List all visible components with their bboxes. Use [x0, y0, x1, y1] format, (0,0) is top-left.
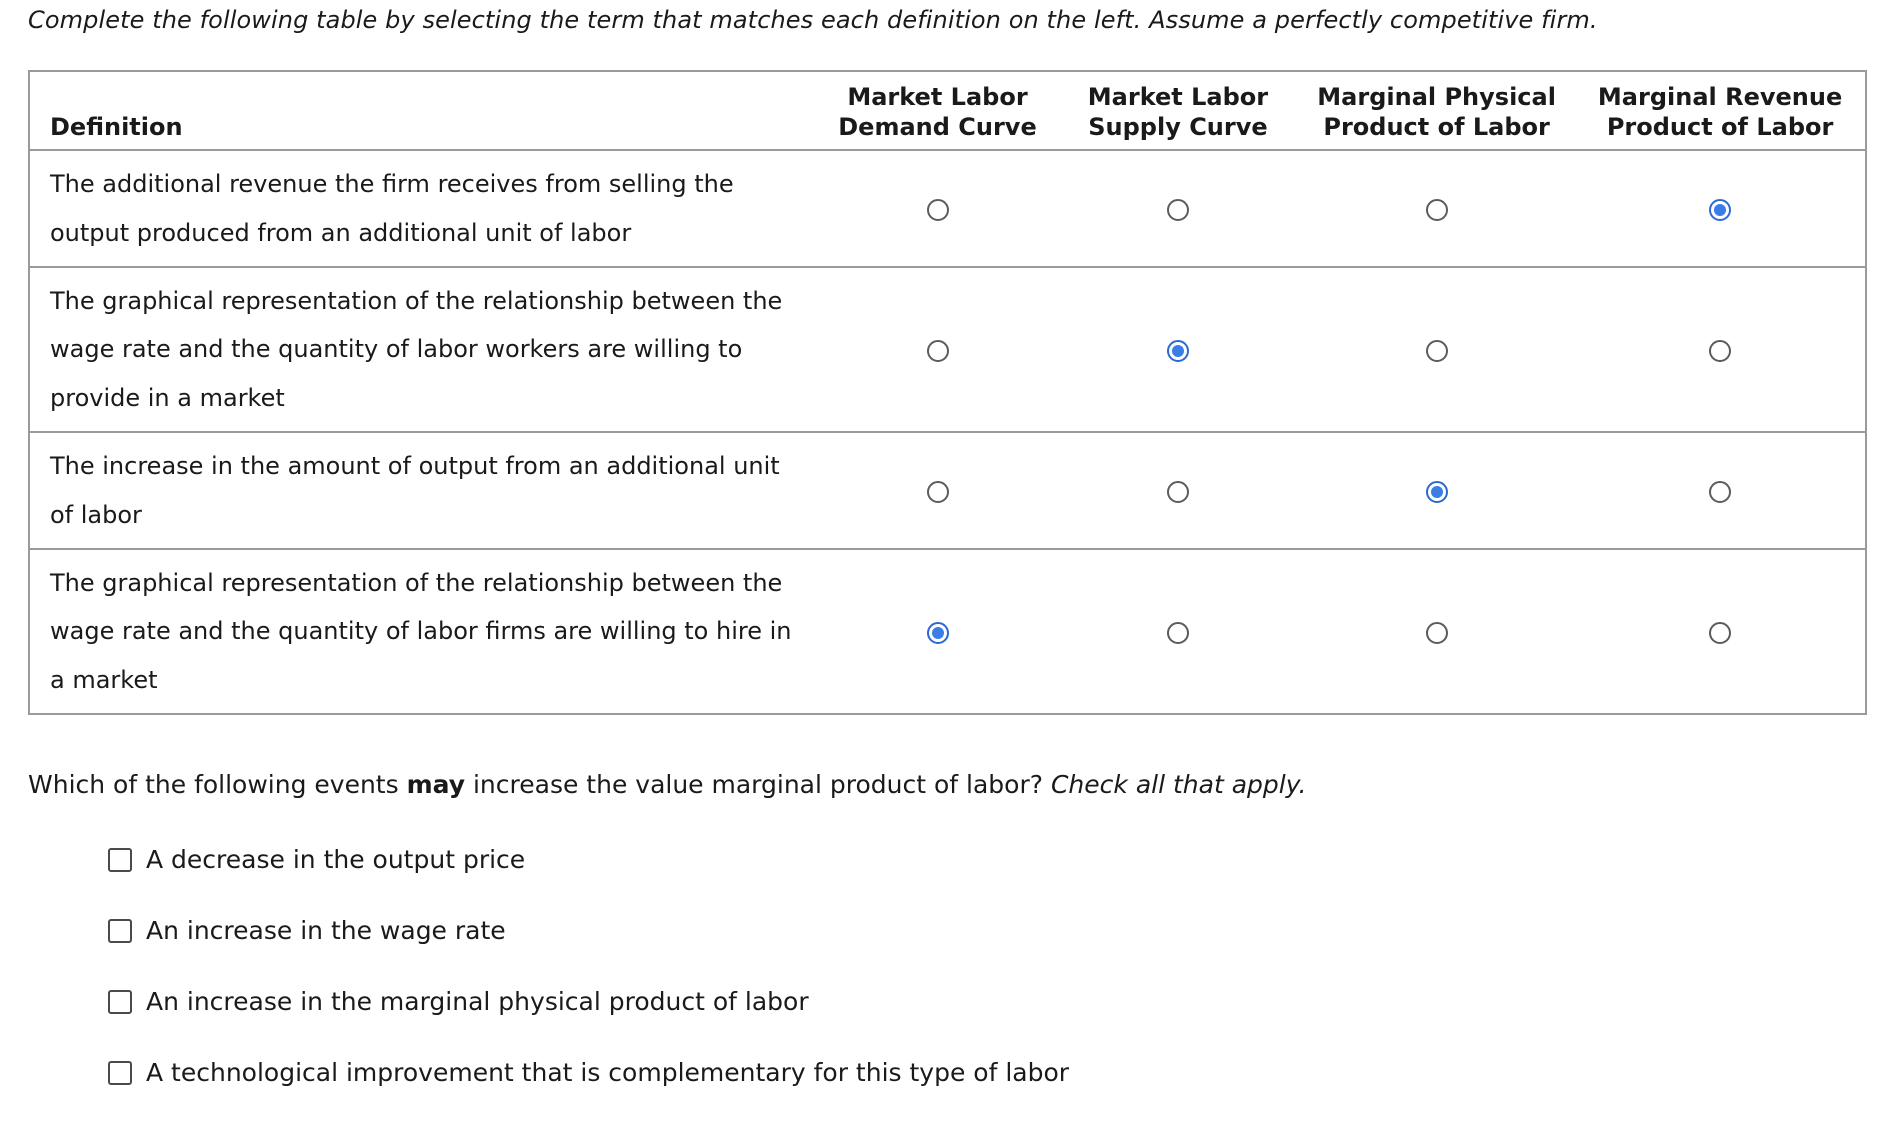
option-increase-wage-rate[interactable]	[108, 916, 506, 945]
column-header-line1: Market Labor	[1087, 83, 1269, 111]
column-header-line1: Marginal Revenue	[1597, 83, 1843, 111]
definition-cell: The additional revenue the firm receives from selling the output produced from an additional unit of labor	[29, 150, 817, 267]
question-instruction: Check all that apply.	[1050, 770, 1307, 799]
checkbox[interactable]	[108, 919, 132, 943]
radio-option-demand-curve[interactable]	[927, 340, 949, 362]
radio-option-marginal-physical-product[interactable]	[1426, 481, 1448, 503]
radio-option-supply-curve[interactable]	[1167, 481, 1189, 503]
table-header-row	[29, 71, 1866, 150]
column-header-market-labor-demand-curve	[817, 71, 1058, 150]
option-label: A decrease in the output price	[146, 845, 526, 874]
option-label: An increase in the wage rate	[146, 916, 506, 945]
checkbox[interactable]	[108, 1061, 132, 1085]
question-text	[28, 770, 1307, 799]
column-header-line2: Product of Labor	[1606, 113, 1834, 141]
radio-option-marginal-physical-product[interactable]	[1426, 199, 1448, 221]
radio-option-demand-curve[interactable]	[927, 199, 949, 221]
table-row	[29, 549, 1866, 714]
question-emphasis: may	[406, 770, 466, 799]
matching-table	[28, 70, 1867, 715]
column-header-marginal-revenue-product	[1575, 71, 1866, 150]
column-header-line2: Supply Curve	[1088, 113, 1268, 141]
option-label: A technological improvement that is complementary for this type of labor	[146, 1058, 1070, 1087]
table-row	[29, 432, 1866, 549]
column-header-line1: Marginal Physical	[1317, 83, 1556, 111]
column-header-marginal-physical-product	[1298, 71, 1575, 150]
radio-option-marginal-revenue-product[interactable]	[1709, 481, 1731, 503]
radio-option-supply-curve[interactable]	[1167, 199, 1189, 221]
table-row	[29, 150, 1866, 267]
checkbox[interactable]	[108, 990, 132, 1014]
option-label: An increase in the marginal physical product of labor	[146, 987, 809, 1016]
column-header-market-labor-supply-curve	[1058, 71, 1298, 150]
radio-option-supply-curve[interactable]	[1167, 340, 1189, 362]
radio-option-demand-curve[interactable]	[927, 622, 949, 644]
definition-cell: The graphical representation of the relationship between the wage rate and the quantity of labor firms are willing to hire in a market	[50, 568, 792, 694]
option-increase-marginal-physical-product[interactable]	[108, 987, 809, 1016]
definition-column-header: Definition	[29, 71, 817, 150]
radio-option-marginal-revenue-product[interactable]	[1709, 622, 1731, 644]
checkbox[interactable]	[108, 848, 132, 872]
radio-option-marginal-physical-product[interactable]	[1426, 340, 1448, 362]
radio-option-marginal-physical-product[interactable]	[1426, 622, 1448, 644]
column-header-line2: Demand Curve	[838, 113, 1037, 141]
table-row	[29, 267, 1866, 432]
question-part1: Which of the following events	[28, 770, 407, 799]
radio-option-marginal-revenue-product[interactable]	[1709, 199, 1731, 221]
question-part2: increase the value marginal product of labor?	[465, 770, 1051, 799]
definition-cell: The increase in the amount of output from an additional unit of labor	[29, 432, 817, 549]
option-decrease-output-price[interactable]	[108, 845, 525, 874]
instructions-text: Complete the following table by selecting the term that matches each definition on the left. Assume a perfectly competitive firm.	[28, 6, 1598, 34]
column-header-line2: Product of Labor	[1323, 113, 1550, 141]
radio-option-marginal-revenue-product[interactable]	[1709, 340, 1731, 362]
radio-option-supply-curve[interactable]	[1167, 622, 1189, 644]
radio-option-demand-curve[interactable]	[927, 481, 949, 503]
option-technological-improvement[interactable]	[108, 1058, 1069, 1087]
column-header-line1: Market Labor	[847, 83, 1028, 111]
definition-cell: The graphical representation of the relationship between the wage rate and the quantity of labor workers are willing to provide in a market	[29, 267, 817, 432]
